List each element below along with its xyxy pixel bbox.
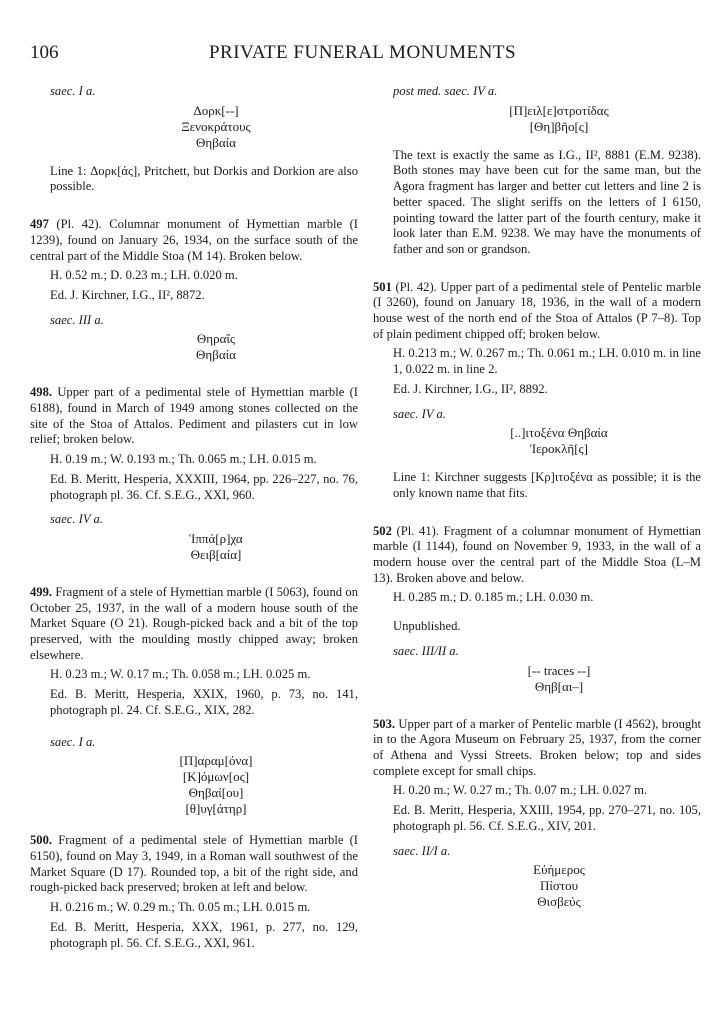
inscription-line: Ἱεροκλῆ[ς]	[529, 441, 589, 457]
inscription	[373, 663, 701, 695]
inscription-line: [θ]υγ[άτηρ]	[185, 801, 247, 817]
right-column	[373, 84, 701, 910]
inscription-line: [Π]ειλ[ε]στροτίδας	[509, 102, 609, 118]
edition: Ed. B. Meritt, Hesperia, XXXIII, 1964, pp. 226–227, no. 76, photograph pl. 36. Cf. S.E.G., XXI, 960.	[50, 471, 358, 502]
entry-description: Upper part of a marker of Pentelic marble (I 4562), brought in to the Agora Museum on February 25, 1937, from the corner of Athena and Vyssi Streets. Broken below; top and sides complete except for small chips.	[373, 716, 701, 778]
inscription-line: [Κ]όμων[ος]	[182, 769, 250, 785]
inscription-line: Θηβαί[ου]	[188, 785, 244, 801]
commentary: Line 1: Δορκ[άς], Pritchett, but Dorkis and Dorkion are also possible.	[50, 163, 358, 194]
dimensions: H. 0.213 m.; W. 0.267 m.; Th. 0.061 m.; LH. 0.010 m. in line 1, 0.022 m. in line 2.	[393, 346, 701, 377]
inscription-line: [..]ιτοξένα Θηβαία	[510, 425, 608, 441]
edition: Ed. B. Meritt, Hesperia, XXX, 1961, p. 277, no. 129, photograph pl. 56. Cf. S.E.G., XXI, 961.	[50, 919, 358, 950]
inscription	[30, 753, 358, 817]
inscription	[30, 531, 358, 563]
entry-date: saec. III a.	[50, 312, 104, 327]
inscription	[373, 425, 701, 457]
inscription-line: Θηβαία	[196, 347, 236, 363]
inscription-line: Ξενοκράτους	[181, 118, 251, 134]
inscription	[373, 862, 701, 910]
page-number: 106	[30, 42, 59, 63]
entry-date: saec. IV a.	[50, 512, 103, 527]
entry-499	[30, 585, 358, 664]
inscription-line: Εὐήμερος	[533, 862, 585, 878]
entry-description: (Pl. 41). Fragment of a columnar monument of Hymettian marble (I 1144), found on November 9, 1933, in the wall of a modern house over the central part of the Middle Stoa (L–M 13). Broken above and below.	[373, 523, 701, 585]
entry-number: 503.	[373, 716, 396, 731]
inscription-line: [-- traces --]	[527, 662, 591, 678]
entry-number: 499.	[30, 584, 53, 599]
entry-date: saec. I a.	[50, 84, 96, 98]
page-header	[30, 42, 695, 68]
edition: Ed. J. Kirchner, I.G., II², 8892.	[393, 381, 548, 396]
inscription-line: Θισβεύς	[537, 894, 581, 910]
entry-date: post med. saec. IV a.	[393, 84, 498, 98]
entry-description: Upper part of a pedimental stele of Hymettian marble (I 6188), found in March of 1949 among stones collected on the site of the Stoa of Attalos. Pediment and pilasters cut in low relief; broken below.	[30, 385, 358, 447]
dimensions: H. 0.19 m.; W. 0.193 m.; Th. 0.065 m.; LH. 0.015 m.	[50, 452, 317, 467]
dimensions: H. 0.20 m.; W. 0.27 m.; Th. 0.07 m.; LH. 0.027 m.	[393, 783, 648, 798]
entry-501	[373, 280, 701, 343]
commentary: The text is exactly the same as I.G., II², 8881 (E.M. 9238). Both stones may have been cut for the same man, but the Agora fragment has larger and better cut letters and line 2 is better spaced. The slight seriffs on the letters of I 6150, pointing toward the latter part of the fourth century, make it look later than E.M. 9238. We may have the monuments of father and son or grandson.	[393, 147, 701, 256]
entry-number: 497	[30, 217, 49, 232]
dimensions: H. 0.285 m.; D. 0.185 m.; LH. 0.030 m.	[393, 590, 594, 605]
entry-498	[30, 385, 358, 448]
entry-description: (Pl. 42). Columnar monument of Hymettian marble (I 1239), found on January 26, 1934, on the surface south of the central part of the Middle Stoa (M 14). Broken below.	[30, 217, 358, 263]
entry-description: Fragment of a stele of Hymettian marble (I 5063), found on October 25, 1937, in the wall of a modern house south of the Market Square (O 21). Rough-picked back and a bit of the top preserved, with the moulding mostly chipped away; broken elsewhere.	[30, 584, 358, 662]
inscription-line: Θηβαία	[196, 134, 236, 150]
dimensions: H. 0.216 m.; W. 0.29 m.; Th. 0.05 m.; LH. 0.015 m.	[50, 900, 311, 915]
inscription-line: Θειβ[αία]	[190, 546, 242, 562]
running-title: PRIVATE FUNERAL MONUMENTS	[208, 42, 517, 63]
entry-500	[30, 833, 358, 896]
entry-497	[30, 217, 358, 264]
edition: Ed. B. Meritt, Hesperia, XXIII, 1954, pp. 270–271, no. 105, photograph pl. 56. Cf. S.E.G., XIV, 201.	[393, 803, 701, 833]
inscription	[30, 331, 358, 363]
entry-number: 498.	[30, 385, 53, 400]
commentary: Line 1: Kirchner suggests [Κρ]ιτοξένα as possible; it is the only known name that fits.	[393, 470, 701, 500]
dimensions: H. 0.23 m.; W. 0.17 m.; Th. 0.058 m.; LH. 0.025 m.	[50, 667, 311, 682]
inscription-line: Δορκ[--]	[193, 102, 239, 118]
inscription-line: [Π]αραμ[όνα]	[179, 753, 253, 769]
entry-description: (Pl. 42). Upper part of a pedimental stele of Pentelic marble (I 3260), found on January 18, 1936, in the wall of a modern house west of the north end of the Stoa of Attalos (P 7–8). Top of plain pediment chipped off; broken below.	[373, 279, 701, 341]
inscription-line: Ἱππά[ρ]χα	[189, 530, 243, 546]
entry-number: 502	[373, 523, 392, 538]
inscription	[30, 103, 358, 151]
inscription-line: [Θη]βῆο[ς]	[529, 118, 589, 134]
left-column	[30, 84, 358, 951]
inscription-line: Θηβ[αι–]	[534, 678, 584, 694]
entry-date: saec. I a.	[50, 734, 96, 749]
inscription-line: Θηραΐς	[196, 331, 236, 347]
entry-date: saec. III/II a.	[393, 643, 459, 658]
entry-number: 501	[373, 279, 392, 294]
dimensions: H. 0.52 m.; D. 0.23 m.; LH. 0.020 m.	[50, 268, 238, 283]
edition: Unpublished.	[393, 619, 461, 634]
entry-502	[373, 524, 701, 587]
entry-description: Fragment of a pedimental stele of Hymettian marble (I 6150), found on May 3, 1949, in a Roman wall southwest of the Market Square (D 17). Rounded top, a bit of the right side, and rough-picked back preserved; broken at left and below.	[30, 833, 358, 895]
inscription	[373, 103, 701, 135]
entry-number: 500.	[30, 833, 53, 848]
entry-date: saec. IV a.	[393, 406, 446, 421]
inscription-line: Πίστου	[539, 878, 579, 894]
entry-503	[373, 717, 701, 780]
edition: Ed. J. Kirchner, I.G., II², 8872.	[50, 287, 205, 302]
entry-date: saec. II/I a.	[393, 843, 451, 858]
edition: Ed. B. Meritt, Hesperia, XXIX, 1960, p. 73, no. 141, photograph pl. 24. Cf. S.E.G., XIX, 282.	[50, 687, 358, 717]
